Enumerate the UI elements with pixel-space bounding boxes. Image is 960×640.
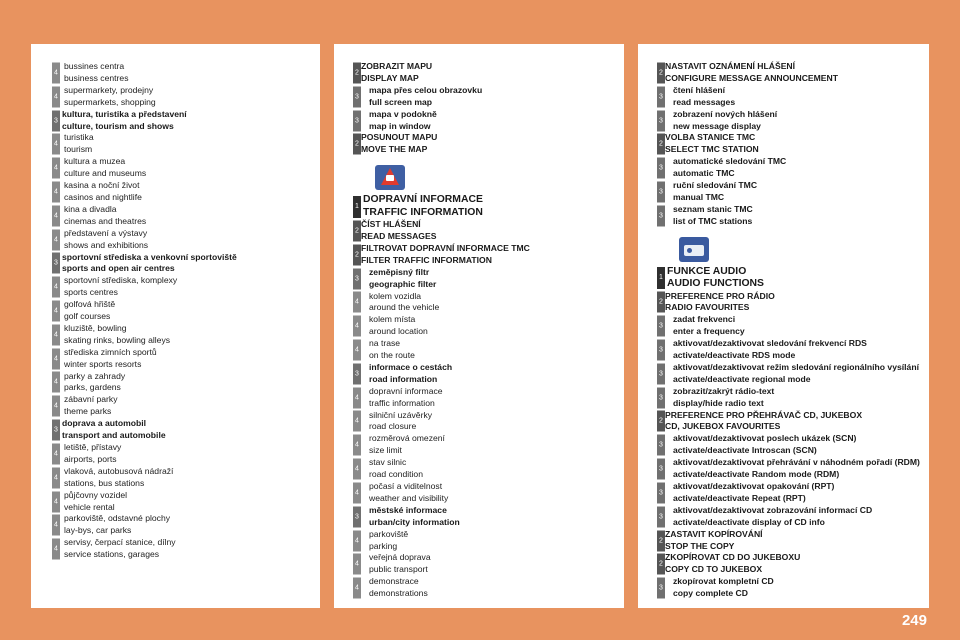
level-badge: 3 [657,205,665,226]
entry-label-cz: aktivovat/dezaktivovat sledování frekvencí RDS [673,338,867,349]
level-badge: 3 [353,363,361,384]
entry-label-cz: zkopírovat kompletní CD [673,576,774,587]
menu-entry-level-4 [353,457,618,481]
menu-entry-level-3 [657,204,923,228]
menu-entry-level-4 [52,394,314,418]
entry-label-cz: zábavní parky [64,394,118,405]
level-badge: 3 [657,86,665,107]
entry-label-cz: bussines centra [64,61,125,71]
radio-icon [679,237,709,262]
entry-label-en: map in window [369,120,431,131]
entry-label-en: urban/city information [369,516,460,527]
entry-label-en: tourism [64,144,93,155]
menu-entry-level-3 [353,267,618,291]
entry-label-cz: zobrazení nových hlášení [673,108,778,119]
menu-entry-level-3 [657,576,923,600]
entry-label-en: weather and visibility [369,492,449,503]
menu-entry-level-4 [52,61,314,85]
level-badge: 4 [52,205,60,226]
entry-label-cz: PREFERENCE PRO PŘEHRÁVAČ CD, JUKEBOX [665,409,863,420]
level-badge: 4 [52,229,60,250]
entry-label-cz: demonstrace [369,576,419,587]
entry-label-en: lay-bys, car parks [64,525,132,536]
level-badge: 4 [52,134,60,155]
entry-label-cz: POSUNOUT MAPU [361,132,438,143]
entry-label-en: display/hide radio text [673,397,764,408]
level-badge: 4 [353,316,361,337]
entry-label-cz: rozměrová omezení [369,433,445,444]
entry-label-cz: kolem vozidla [369,290,422,301]
entry-label-cz: veřejná doprava [369,552,431,563]
level-badge: 3 [52,110,60,131]
menu-entry-level-2 [657,291,923,315]
entry-label-en: MOVE THE MAP [361,144,428,155]
entry-label-cz: kasina a noční život [64,180,140,191]
menu-entry-level-3 [657,156,923,180]
entry-label-en: enter a frequency [673,326,745,337]
menu-entry-level-4 [52,371,314,395]
entry-label-cz: parkoviště [369,528,409,539]
level-badge: 4 [52,277,60,298]
level-badge: 2 [657,530,665,551]
entry-label-cz: střediska zimních sportů [64,346,157,357]
entry-label-en: culture, tourism and shows [62,120,174,131]
menu-list-right [657,61,923,600]
menu-entry-level-3 [657,180,923,204]
menu-entry-level-4 [52,466,314,490]
menu-entry-level-4 [52,537,314,561]
menu-entry-level-3 [353,109,618,133]
level-badge: 3 [657,387,665,408]
entry-label-en: vehicle rental [64,501,115,512]
entry-label-en: DISPLAY MAP [361,72,419,83]
entry-label-cz: zadat frekvenci [673,314,736,325]
level-badge: 3 [657,316,665,337]
menu-list-left [52,61,314,561]
level-badge: 3 [657,110,665,131]
level-badge: 2 [353,220,361,241]
entry-label-en: stations, bus stations [64,477,145,488]
menu-entry-level-4 [353,338,618,362]
entry-label-en: activate/deactivate display of CD info [673,516,825,527]
level-badge: 4 [353,459,361,480]
level-badge: 2 [353,244,361,265]
entry-label-en: public transport [369,564,428,575]
menu-entry-level-4 [52,180,314,204]
menu-entry-level-4 [52,228,314,252]
entry-label-cz: aktivovat/dezaktivovat přehrávání v náhodném pořadí (RDM) [673,457,920,468]
entry-label-cz: ČÍST HLÁŠENÍ [361,219,421,230]
menu-entry-level-4 [52,275,314,299]
entry-label-cz: automatické sledování TMC [673,156,787,167]
menu-entry-level-3 [657,362,923,386]
menu-entry-level-4 [52,442,314,466]
level-badge: 3 [657,340,665,361]
entry-label-cz: mapa přes celou obrazovku [369,84,483,95]
entry-label-en: activate/deactivate Introscan (SCN) [673,445,817,456]
menu-entry-level-3 [353,85,618,109]
menu-entry-level-4 [52,132,314,156]
menu-entry-level-4 [353,291,618,315]
level-badge: 3 [657,181,665,202]
level-badge: 4 [52,443,60,464]
level-badge: 4 [52,158,60,179]
entry-label-en: FILTER TRAFFIC INFORMATION [361,254,492,265]
entry-label-en: size limit [369,445,402,456]
entry-label-en: traffic information [369,397,435,408]
entry-label-cz: servisy, čerpací stanice, dílny [64,537,176,548]
entry-label-en: activate/deactivate Repeat (RPT) [673,492,806,503]
entry-label-cz: letiště, přístavy [64,442,122,452]
entry-label-en: read messages [673,96,736,107]
level-badge: 3 [657,506,665,527]
level-badge: 3 [353,110,361,131]
tmc-menu-group [657,61,923,228]
level-badge: 4 [353,340,361,361]
level-badge: 4 [52,86,60,107]
level-badge: 4 [353,387,361,408]
menu-entry-level-2 [353,219,618,243]
entry-label-cz: půjčovny vozidel [64,489,128,500]
menu-entry-level-2 [353,61,618,85]
entry-label-en: around the vehicle [369,302,440,313]
level-badge: 1 [657,267,665,289]
entry-label-en: CONFIGURE MESSAGE ANNOUNCEMENT [665,72,838,83]
level-badge: 4 [52,396,60,417]
entry-label-cz: zeměpisný filtr [369,266,430,277]
entry-label-en: STOP THE COPY [665,540,735,551]
entry-label-cz: kultura, turistika a představení [62,108,187,119]
menu-entry-level-2 [657,529,923,553]
level-badge: 3 [657,435,665,456]
entry-label-en: copy complete CD [673,588,748,599]
menu-entry-level-4 [52,347,314,371]
menu-entry-level-3 [657,457,923,481]
entry-label-en: AUDIO FUNCTIONS [667,278,764,290]
entry-label-en: geographic filter [369,278,437,289]
level-badge: 4 [52,301,60,322]
level-badge: 3 [52,420,60,441]
entry-label-en: READ MESSAGES [361,230,437,241]
entry-label-en: road information [369,373,438,384]
menu-entry-level-3 [657,314,923,338]
menu-entry-level-4 [52,490,314,514]
level-badge: 4 [52,467,60,488]
entry-label-cz: na trase [369,338,401,349]
menu-entry-level-3 [52,252,314,276]
menu-entry-level-4 [353,576,618,600]
menu-entry-level-4 [52,156,314,180]
entry-label-en: parks, gardens [64,382,121,393]
menu-list-middle [353,61,618,600]
audio-menu-group [657,266,923,600]
level-badge: 2 [353,134,361,155]
entry-label-cz: počasí a viditelnost [369,481,443,491]
entry-label-cz: parkoviště, odstavné plochy [64,513,171,524]
entry-label-en: sports centres [64,287,118,298]
entry-label-en: cinemas and theatres [64,215,147,226]
level-badge: 4 [52,62,60,83]
menu-entry-level-3 [52,109,314,133]
entry-label-en: new message display [673,120,761,131]
menu-entry-level-4 [52,513,314,537]
level-badge: 3 [657,363,665,384]
entry-label-cz: silniční uzávěrky [369,409,433,420]
entry-label-cz: turistika [64,132,94,143]
menu-entry-level-3 [657,386,923,410]
menu-entry-level-2 [657,410,923,434]
entry-label-cz: sportovní střediska a venkovní sportoviště [62,251,237,262]
entry-label-en: demonstrations [369,588,428,599]
entry-label-cz: zobrazit/zakrýt rádio-text [673,385,775,396]
left-column [31,44,320,608]
menu-entry-level-4 [353,410,618,434]
page-number: 249 [901,612,927,629]
level-badge: 4 [353,292,361,313]
menu-entry-level-3 [657,481,923,505]
level-badge: 2 [353,62,361,83]
level-badge: 4 [52,348,60,369]
level-badge: 2 [657,554,665,575]
menu-entry-level-4 [353,552,618,576]
entry-label-en: business centres [64,72,129,83]
level-badge: 4 [52,324,60,345]
entry-label-en: automatic TMC [673,168,735,179]
menu-entry-level-2 [353,132,618,156]
entry-label-en: skating rinks, bowling alleys [64,334,171,345]
level-badge: 3 [657,459,665,480]
level-badge: 3 [52,253,60,274]
menu-entry-level-3 [353,362,618,386]
menu-entry-level-4 [52,204,314,228]
menu-entry-level-3 [52,418,314,442]
entry-label-en: CD, JUKEBOX FAVOURITES [665,421,781,432]
level-badge: 1 [353,196,361,218]
entry-label-en: winter sports resorts [64,358,142,369]
menu-entry-level-2 [353,243,618,267]
entry-label-en: COPY CD TO JUKEBOX [665,564,763,575]
entry-label-cz: stav silnic [369,457,407,468]
entry-label-cz: představení a výstavy [64,227,148,238]
entry-label-cz: VOLBA STANICE TMC [665,132,756,143]
entry-label-cz: dopravní informace [369,385,443,396]
menu-entry-level-4 [52,85,314,109]
menu-entry-level-3 [657,338,923,362]
level-badge: 4 [52,539,60,560]
level-badge: 2 [657,292,665,313]
level-badge: 4 [353,554,361,575]
entry-label-en: activate/deactivate RDS mode [673,350,796,361]
entry-label-en: parking [369,540,398,551]
level-badge: 3 [657,578,665,599]
entry-label-cz: NASTAVIT OZNÁMENÍ HLÁŠENÍ [665,61,796,71]
level-badge: 4 [52,372,60,393]
entry-label-en: service stations, garages [64,549,160,560]
entry-label-en: on the route [369,350,415,361]
right-column [638,44,929,608]
level-badge: 3 [353,506,361,527]
menu-entry-level-1 [353,194,618,219]
traffic-warning-icon [375,165,405,190]
menu-entry-level-2 [657,132,923,156]
entry-label-en: casinos and nightlife [64,191,142,202]
map-menu-group [353,61,618,156]
menu-entry-level-4 [353,433,618,457]
menu-entry-level-1 [657,266,923,291]
entry-label-cz: čtení hlášení [673,84,726,95]
traffic-menu-group [353,194,618,600]
entry-label-en: culture and museums [64,168,147,179]
entry-label-cz: aktivovat/dezaktivovat režim sledování regionálního vysílání [673,361,919,372]
level-badge: 4 [353,578,361,599]
entry-label-en: airports, ports [64,453,117,464]
level-badge: 3 [353,86,361,107]
entry-label-en: golf courses [64,311,111,322]
entry-label-en: TRAFFIC INFORMATION [363,206,483,218]
menu-entry-level-4 [52,323,314,347]
menu-entry-level-4 [353,386,618,410]
entry-label-en: shows and exhibitions [64,239,149,250]
entry-label-en: road condition [369,469,423,480]
entry-label-en: sports and open air centres [62,263,175,274]
menu-entry-level-2 [657,61,923,85]
menu-entry-level-4 [52,299,314,323]
entry-label-en: list of TMC stations [673,215,753,226]
entry-label-en: theme parks [64,406,112,417]
level-badge: 2 [657,62,665,83]
entry-label-cz: vlaková, autobusová nádraží [64,465,174,476]
entry-label-en: RADIO FAVOURITES [665,302,750,313]
entry-label-cz: mapa v podokně [369,108,437,119]
level-badge: 4 [353,482,361,503]
level-badge: 3 [657,482,665,503]
entry-label-cz: seznam stanic TMC [673,203,753,214]
entry-label-cz: aktivovat/dezaktivovat zobrazování informací CD [673,504,873,515]
entry-label-cz: kina a divadla [64,203,117,214]
level-badge: 2 [657,134,665,155]
level-badge: 4 [52,181,60,202]
menu-entry-level-3 [657,109,923,133]
level-badge: 4 [52,491,60,512]
entry-label-cz: doprava a automobil [62,418,147,429]
entry-label-cz: FUNKCE AUDIO [667,265,747,277]
entry-label-cz: aktivovat/dezaktivovat poslech ukázek (SCN) [673,433,857,444]
entry-label-en: road closure [369,421,417,432]
entry-label-en: activate/deactivate Random mode (RDM) [673,469,840,480]
level-badge: 4 [353,411,361,432]
menu-entry-level-3 [657,433,923,457]
entry-label-cz: golfová hřiště [64,299,116,310]
entry-label-en: supermarkets, shopping [64,96,156,107]
entry-label-cz: informace o cestách [369,361,453,372]
entry-label-en: around location [369,326,428,337]
level-badge: 3 [657,158,665,179]
menu-entry-level-2 [657,552,923,576]
entry-label-cz: ruční sledování TMC [673,180,758,191]
menu-entry-level-4 [353,314,618,338]
entry-label-cz: kolem místa [369,314,416,325]
entry-label-cz: parky a zahrady [64,370,126,381]
entry-label-cz: PREFERENCE PRO RÁDIO [665,290,775,301]
entry-label-cz: ZKOPÍROVAT CD DO JUKEBOXU [665,552,801,563]
entry-label-cz: ZASTAVIT KOPÍROVÁNÍ [665,528,763,539]
entry-label-en: full screen map [369,96,433,107]
menu-entry-level-4 [353,529,618,553]
entry-label-cz: kluziště, bowling [64,322,127,333]
entry-label-cz: FILTROVAT DOPRAVNÍ INFORMACE TMC [361,242,530,253]
entry-label-cz: městské informace [369,504,447,515]
level-badge: 4 [52,515,60,536]
entry-label-en: activate/deactivate regional mode [673,373,811,384]
entry-label-cz: aktivovat/dezaktivovat opakování (RPT) [673,481,835,491]
entry-label-cz: sportovní střediska, komplexy [64,275,178,286]
middle-column [334,44,624,608]
entry-label-en: SELECT TMC STATION [665,144,759,155]
entry-label-cz: kultura a muzea [64,156,126,167]
menu-entry-level-3 [353,505,618,529]
level-badge: 4 [353,435,361,456]
level-badge: 4 [353,530,361,551]
entry-label-en: manual TMC [673,191,725,202]
entry-label-cz: supermarkety, prodejny [64,84,154,95]
entry-label-en: transport and automobile [62,430,166,441]
level-badge: 2 [657,411,665,432]
menu-entry-level-3 [657,85,923,109]
menu-entry-level-3 [657,505,923,529]
level-badge: 3 [353,268,361,289]
menu-entry-level-4 [353,481,618,505]
entry-label-cz: DOPRAVNÍ INFORMACE [363,194,483,206]
entry-label-cz: ZOBRAZIT MAPU [361,61,433,71]
